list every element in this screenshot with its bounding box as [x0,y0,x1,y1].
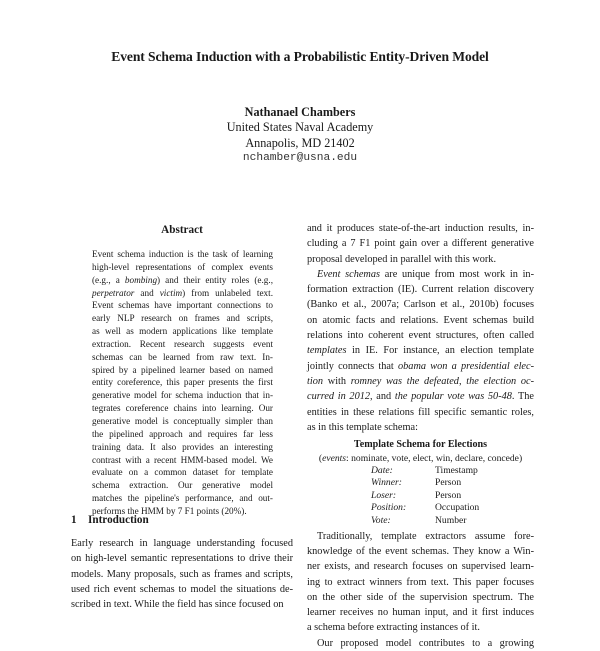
text-line: curred in 2012, and the popular vote was 50-48. The [307,391,534,403]
right-column [307,221,534,651]
text-line: performs the HMM by 7 F1 points (20%). [92,505,247,516]
schema-role-name: Vote: [371,515,391,527]
text-line: jointly connects that obama won a presidential elec- [307,360,535,372]
text-line: Traditionally, template extractors assume fore- [317,530,534,542]
paragraph [307,636,534,651]
section-heading-introduction [71,514,149,526]
author-affiliation: United States Naval Academy [226,120,374,135]
text-line: generative model is conceptually simpler than [92,415,273,426]
schema-role-name: Loser: [371,489,397,501]
template-schema [307,438,534,527]
text-line: scribed in text. While the field has since focused on [71,599,284,611]
abstract-heading: Abstract [161,224,203,236]
schema-title: Template Schema for Elections [353,439,488,451]
schema-role-type: Person [435,489,462,501]
author-address: Annapolis, MD 21402 [245,135,355,150]
schema-role-row [307,515,534,528]
schema-roles [307,465,534,528]
paragraph [307,221,534,267]
text-line: relations into coherent event structures, often called [307,330,534,342]
text-line: entities in these relations fill specific semantic roles, [307,406,534,418]
text-line: used rich event schemas to model the situations de- [71,583,293,595]
text-line: high-level representations of complex events [92,261,273,272]
text-line: templates in IE. For instance, an election template [307,345,534,357]
text-line: ner exists, and research focuses on supervised learn- [307,561,534,573]
text-line: generative model for schema induction that in- [92,390,273,401]
text-line: on atomic facts and relations. Event schemas build [307,314,534,326]
text-line: training data. It also provides an interesting [92,441,273,452]
text-line: a schema before extracting instances of it. [307,622,480,634]
text-line: Our proposed model contributes to a growing [317,637,534,649]
schema-role-type: Occupation [435,502,480,514]
schema-role-row [307,502,534,515]
text-line: (Banko et al., 2007a; Carlson et al., 2010b) focuses [307,299,534,311]
schema-role-name: Date: [371,464,393,476]
text-line: entity coreference, this paper presents the first [92,377,273,388]
introduction-body [71,536,293,612]
author-name: Nathanael Chambers [244,105,356,119]
text-line: matches the pipeline's performance, and out- [92,493,273,504]
schema-events-list: nominate, vote, elect, win, declare, concede [351,452,519,464]
schema-role-type: Person [435,477,462,489]
text-line: Early research in language understanding focused [71,538,293,549]
schema-role-row [307,477,534,490]
text-line: tion with romney was the defeated, the election oc- [307,375,534,387]
text-line: Event schemas have important connections to [92,300,273,311]
schema-role-row [307,465,534,478]
text-line: tegrates coreference chains into learning. Our [92,403,273,414]
schema-role-type: Timestamp [435,464,478,476]
schema-events-label: events [322,452,347,464]
author-email[interactable]: nchamber@usna.edu [242,152,358,165]
text-line: evaluate on a common dataset for template [92,467,273,478]
text-line: proposal developed in parallel with this work. [307,253,497,265]
text-line: on the other side of the supervision spectrum. The [307,591,534,603]
text-line: and it produces state-of-the-art induction results, in- [307,223,534,234]
schema-events: (events: nominate, vote, elect, win, declare, concede) [318,452,523,464]
text-line: ing to extract winners from text. This paper focuses [307,576,534,588]
text-line: models. Many proposals, such as frames and scripts, [71,568,293,580]
section-number: 1 [71,514,77,526]
text-line: contrast with a recent HMM-based model. We [92,454,273,465]
text-line: perpetrator and victim) from unlabeled text. [92,287,273,298]
text-line: schema extraction. Our generative model [92,480,273,491]
author-block [0,105,600,167]
text-line: early NLP research on frames and scripts, [92,313,273,324]
text-line: (e.g., a bombing) and their entity roles (e.g., [92,274,273,285]
text-line: schemas can be learned from raw text. In- [92,351,273,362]
text-line: on high-level semantic representations to drive their [71,553,293,565]
paragraph [307,267,534,435]
abstract-body [92,248,273,518]
text-line: the pipelined approach and requires far less [92,428,273,439]
text-line: formation extraction (IE). Current relation discovery [307,284,534,296]
paper-title: Event Schema Induction with a Probabilistic Entity-Driven Model [111,49,489,64]
text-line: Event schema induction is the task of learning [92,249,273,259]
text-line: Event schemas are unique from most work in in- [317,268,535,280]
text-line: knowledge of the event schemas. They know a Win- [307,545,534,557]
schema-role-name: Winner: [371,477,402,489]
paragraph [307,529,534,636]
text-line: as in this template schema: [307,421,418,433]
text-line: spired by a pipelined learner based on named [92,364,273,375]
section-title: Introduction [88,514,149,526]
schema-role-name: Position: [371,502,407,514]
text-line: as well as modern applications like template [92,326,273,337]
text-line: learner receives no human input, and it first induces [307,607,534,619]
schema-role-row [307,490,534,503]
text-line: cluding a 7 F1 point gain over a different generative [307,238,534,250]
schema-role-type: Number [435,515,467,527]
text-line: extraction. Recent research suggests event [92,338,273,349]
